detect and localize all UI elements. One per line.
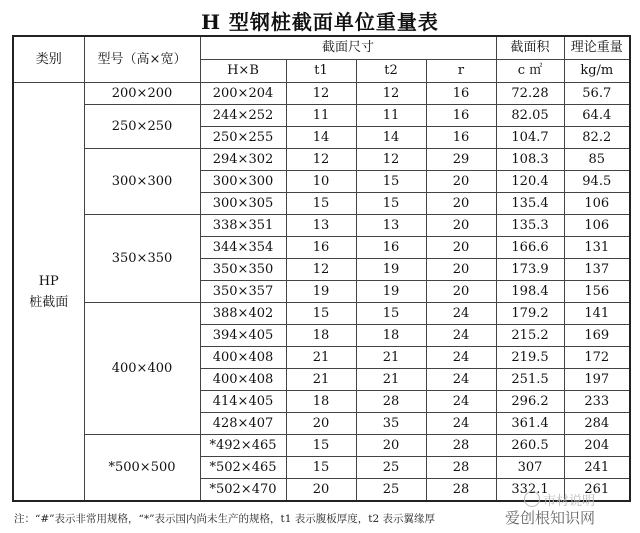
r-cell: 28 — [426, 457, 496, 479]
weight-cell: 233 — [564, 391, 630, 413]
header-hxb: H×B — [200, 60, 286, 83]
r-cell: 24 — [426, 347, 496, 369]
area-cell: 120.4 — [496, 171, 564, 193]
header-model: 型号（高×宽） — [84, 36, 200, 83]
header-area-unit: c ㎡ — [496, 60, 564, 83]
model-cell: 200×200 — [84, 83, 200, 105]
watermark-site: 爱创根知识网 — [505, 509, 596, 527]
t1-cell: 15 — [286, 193, 356, 215]
weight-cell: 106 — [564, 215, 630, 237]
hxb-cell: 300×300 — [200, 171, 286, 193]
t1-cell: 12 — [286, 83, 356, 105]
t2-cell: 12 — [356, 149, 426, 171]
header-r: r — [426, 60, 496, 83]
t1-cell: 11 — [286, 105, 356, 127]
t1-cell: 19 — [286, 281, 356, 303]
weight-cell: 169 — [564, 325, 630, 347]
r-cell: 29 — [426, 149, 496, 171]
weight-cell: 137 — [564, 259, 630, 281]
header-t2: t2 — [356, 60, 426, 83]
area-cell: 82.05 — [496, 105, 564, 127]
hxb-cell: *502×465 — [200, 457, 286, 479]
t1-cell: 16 — [286, 237, 356, 259]
area-cell: 173.9 — [496, 259, 564, 281]
t2-cell: 28 — [356, 391, 426, 413]
header-category: 类别 — [13, 36, 84, 83]
t1-cell: 12 — [286, 149, 356, 171]
footnote: 注：“#”表示非常用规格，“*”表示国内尚未生产的规格，t1 表示腹板厚度，t2 表示翼缘厚 — [14, 513, 435, 525]
hxb-cell: 394×405 — [200, 325, 286, 347]
table-row — [13, 435, 630, 457]
model-cell: *500×500 — [84, 435, 200, 502]
r-cell: 16 — [426, 127, 496, 149]
area-cell: 135.3 — [496, 215, 564, 237]
model-cell: 250×250 — [84, 105, 200, 149]
t2-cell: 15 — [356, 171, 426, 193]
model-cell: 350×350 — [84, 215, 200, 303]
t2-cell: 13 — [356, 215, 426, 237]
t2-cell: 14 — [356, 127, 426, 149]
t2-cell: 20 — [356, 435, 426, 457]
r-cell: 20 — [426, 281, 496, 303]
weight-cell: 204 — [564, 435, 630, 457]
t2-cell: 15 — [356, 303, 426, 325]
area-cell: 307 — [496, 457, 564, 479]
area-cell: 72.28 — [496, 83, 564, 105]
area-cell: 260.5 — [496, 435, 564, 457]
r-cell: 24 — [426, 413, 496, 435]
area-cell: 219.5 — [496, 347, 564, 369]
table-row — [13, 105, 630, 127]
t1-cell: 12 — [286, 259, 356, 281]
r-cell: 28 — [426, 435, 496, 457]
header-section-size: 截面尺寸 — [200, 36, 496, 60]
header-weight: 理论重量 — [564, 36, 630, 60]
table-row — [13, 303, 630, 325]
hxb-cell: 350×357 — [200, 281, 286, 303]
hxb-cell: 350×350 — [200, 259, 286, 281]
area-cell: 135.4 — [496, 193, 564, 215]
model-cell: 400×400 — [84, 303, 200, 435]
r-cell: 16 — [426, 83, 496, 105]
weight-cell: 241 — [564, 457, 630, 479]
area-cell: 215.2 — [496, 325, 564, 347]
t1-cell: 15 — [286, 303, 356, 325]
t1-cell: 21 — [286, 347, 356, 369]
hxb-cell: 428×407 — [200, 413, 286, 435]
t2-cell: 21 — [356, 369, 426, 391]
header-area: 截面积 — [496, 36, 564, 60]
header-row-1 — [13, 36, 630, 60]
r-cell: 24 — [426, 303, 496, 325]
hxb-cell: 300×305 — [200, 193, 286, 215]
area-cell: 198.4 — [496, 281, 564, 303]
hxb-cell: 200×204 — [200, 83, 286, 105]
weight-cell: 85 — [564, 149, 630, 171]
area-cell: 251.5 — [496, 369, 564, 391]
r-cell: 24 — [426, 325, 496, 347]
weight-cell: 106 — [564, 193, 630, 215]
t1-cell: 21 — [286, 369, 356, 391]
watermark-faint-text: 市材说明 — [543, 494, 596, 509]
r-cell: 16 — [426, 105, 496, 127]
r-cell: 20 — [426, 171, 496, 193]
t1-cell: 20 — [286, 479, 356, 502]
t2-cell: 25 — [356, 457, 426, 479]
t2-cell: 16 — [356, 237, 426, 259]
table-row — [13, 149, 630, 171]
r-cell: 20 — [426, 193, 496, 215]
weight-cell: 94.5 — [564, 171, 630, 193]
table-row — [13, 83, 630, 105]
table-row — [13, 215, 630, 237]
t2-cell: 19 — [356, 281, 426, 303]
weight-cell: 197 — [564, 369, 630, 391]
hxb-cell: *492×465 — [200, 435, 286, 457]
r-cell: 28 — [426, 479, 496, 502]
category-label-line1: HP — [38, 273, 59, 289]
hxb-cell: 338×351 — [200, 215, 286, 237]
hxb-cell: 400×408 — [200, 347, 286, 369]
t2-cell: 18 — [356, 325, 426, 347]
table-body — [13, 83, 630, 502]
t1-cell: 15 — [286, 457, 356, 479]
area-cell: 296.2 — [496, 391, 564, 413]
weight-cell: 141 — [564, 303, 630, 325]
weight-cell: 64.4 — [564, 105, 630, 127]
weight-cell: 82.2 — [564, 127, 630, 149]
category-label-line2: 桩截面 — [29, 294, 69, 310]
t1-cell: 10 — [286, 171, 356, 193]
t2-cell: 19 — [356, 259, 426, 281]
t1-cell: 13 — [286, 215, 356, 237]
steel-pile-table — [12, 35, 631, 502]
header-weight-unit: kg/m — [564, 60, 630, 83]
t1-cell: 18 — [286, 325, 356, 347]
weight-cell: 131 — [564, 237, 630, 259]
hxb-cell: *502×470 — [200, 479, 286, 502]
area-cell: 361.4 — [496, 413, 564, 435]
r-cell: 20 — [426, 215, 496, 237]
hxb-cell: 400×408 — [200, 369, 286, 391]
t2-cell: 11 — [356, 105, 426, 127]
hxb-cell: 244×252 — [200, 105, 286, 127]
t2-cell: 21 — [356, 347, 426, 369]
category-cell — [13, 83, 84, 502]
area-cell: 104.7 — [496, 127, 564, 149]
page-title: H 型钢桩截面单位重量表 — [201, 10, 439, 34]
t1-cell: 18 — [286, 391, 356, 413]
wechat-icon — [524, 491, 540, 507]
t2-cell: 25 — [356, 479, 426, 502]
t2-cell: 12 — [356, 83, 426, 105]
hxb-cell: 414×405 — [200, 391, 286, 413]
model-cell: 300×300 — [84, 149, 200, 215]
weight-cell: 284 — [564, 413, 630, 435]
weight-cell: 156 — [564, 281, 630, 303]
r-cell: 24 — [426, 369, 496, 391]
area-cell: 108.3 — [496, 149, 564, 171]
t1-cell: 20 — [286, 413, 356, 435]
hxb-cell: 344×354 — [200, 237, 286, 259]
r-cell: 24 — [426, 391, 496, 413]
area-cell: 179.2 — [496, 303, 564, 325]
t2-cell: 35 — [356, 413, 426, 435]
t1-cell: 15 — [286, 435, 356, 457]
area-cell: 166.6 — [496, 237, 564, 259]
hxb-cell: 388×402 — [200, 303, 286, 325]
weight-cell: 261 — [564, 479, 630, 502]
area-cell: 332.1 — [496, 479, 564, 502]
hxb-cell: 250×255 — [200, 127, 286, 149]
t1-cell: 14 — [286, 127, 356, 149]
hxb-cell: 294×302 — [200, 149, 286, 171]
weight-cell: 56.7 — [564, 83, 630, 105]
t2-cell: 15 — [356, 193, 426, 215]
r-cell: 20 — [426, 259, 496, 281]
weight-cell: 172 — [564, 347, 630, 369]
r-cell: 20 — [426, 237, 496, 259]
header-t1: t1 — [286, 60, 356, 83]
